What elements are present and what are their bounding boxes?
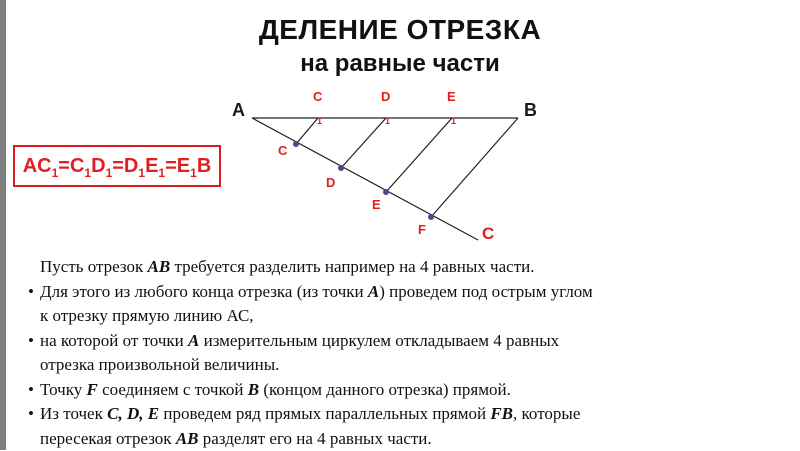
label-c1-sub: 1 — [317, 116, 322, 126]
formula-term: D — [91, 155, 105, 177]
slide-title: ДЕЛЕНИЕ ОТРЕЗКА — [0, 14, 800, 46]
bullet-4 — [28, 402, 768, 427]
point-d — [338, 165, 344, 171]
label-e: E — [372, 197, 381, 212]
label-d: D — [326, 175, 335, 190]
formula-subscript: 1 — [52, 166, 59, 180]
formula-subscript: 1 — [106, 166, 113, 180]
bullet-4-text-2: проведем ряд прямых параллельных прямой — [159, 404, 490, 423]
label-e1: E — [447, 89, 456, 104]
point-c — [293, 141, 299, 147]
intro-text-1: Пусть отрезок — [40, 257, 148, 276]
bullet-dot: • — [28, 329, 40, 354]
bullet-1 — [28, 280, 768, 305]
label-a: A — [232, 100, 245, 120]
bullet-4-cont — [28, 427, 768, 451]
label-c: C — [278, 143, 288, 158]
bullet-1-text-2: ) проведем под острым углом — [379, 282, 593, 301]
label-ray-end-c: C — [482, 224, 494, 243]
intro-text-ab: АВ — [148, 257, 171, 276]
bullet-2-text-1: на которой от точки — [40, 331, 188, 350]
point-e — [383, 189, 389, 195]
bullet-3-text-f: F — [86, 380, 97, 399]
formula-term: B — [197, 155, 211, 177]
label-d1: D — [381, 89, 390, 104]
bullet-4-text-fb: FB — [490, 404, 513, 423]
formula-subscript: 1 — [138, 166, 145, 180]
formula-subscript: 1 — [190, 166, 197, 180]
bullet-2-cont-text: отрезка произвольной величины. — [40, 355, 279, 374]
bullet-4-cont-text-2: разделят его на 4 равных части. — [199, 429, 432, 448]
bullet-4-text-3: , которые — [513, 404, 580, 423]
bullet-3-text-1: Точку — [40, 380, 86, 399]
bullet-1-text-a: А — [368, 282, 379, 301]
bullet-1-text-1: Для этого из любого конца отрезка (из точки — [40, 282, 368, 301]
parallel-fb — [431, 118, 518, 217]
bullet-3 — [28, 378, 768, 403]
bullet-4-text-cde: C, D, E — [107, 404, 159, 423]
equality-formula-box — [13, 145, 221, 187]
bullet-4-cont-text-ab: АВ — [176, 429, 199, 448]
label-e1-sub: 1 — [451, 116, 456, 126]
bullet-3-text-3: (концом данного отрезка) прямой. — [259, 380, 511, 399]
parallel-cc1 — [296, 118, 318, 144]
formula-term: =D — [112, 155, 138, 177]
formula-term: =E — [165, 155, 190, 177]
bullet-dot: • — [28, 402, 40, 427]
label-c1: C — [313, 89, 323, 104]
label-d1-sub: 1 — [385, 116, 390, 126]
bullet-1-cont-text: к отрезку прямую линию АС, — [40, 306, 254, 325]
explanation-text — [28, 255, 768, 451]
ray-ac — [252, 118, 478, 240]
label-b: B — [524, 100, 537, 120]
formula-term: =C — [58, 155, 84, 177]
formula-term: AC — [23, 155, 52, 177]
bullet-4-text-1: Из точек — [40, 404, 107, 423]
bullet-2-text-2: измерительным циркулем откладываем 4 равных — [199, 331, 559, 350]
bullet-1-cont — [28, 304, 768, 329]
bullet-2-text-a: А — [188, 331, 199, 350]
parallel-dd1 — [341, 118, 386, 168]
bullet-4-cont-text-1: пересекая отрезок — [40, 429, 176, 448]
bullet-3-text-2: соединяем с точкой — [98, 380, 248, 399]
bullet-dot: • — [28, 378, 40, 403]
parallel-ee1 — [386, 118, 452, 192]
bullet-dot: • — [28, 280, 40, 305]
point-f — [428, 214, 434, 220]
slide-subtitle: на равные части — [0, 50, 800, 78]
formula-subscript: 1 — [84, 166, 91, 180]
intro-text-2: требуется разделить например на 4 равных части. — [170, 257, 534, 276]
bullet-3-text-b: В — [248, 380, 259, 399]
formula-text — [23, 155, 212, 177]
bullet-2-cont — [28, 353, 768, 378]
formula-subscript: 1 — [158, 166, 165, 180]
label-f: F — [418, 222, 426, 237]
intro-line — [28, 255, 768, 280]
formula-term: E — [145, 155, 158, 177]
bullet-2 — [28, 329, 768, 354]
